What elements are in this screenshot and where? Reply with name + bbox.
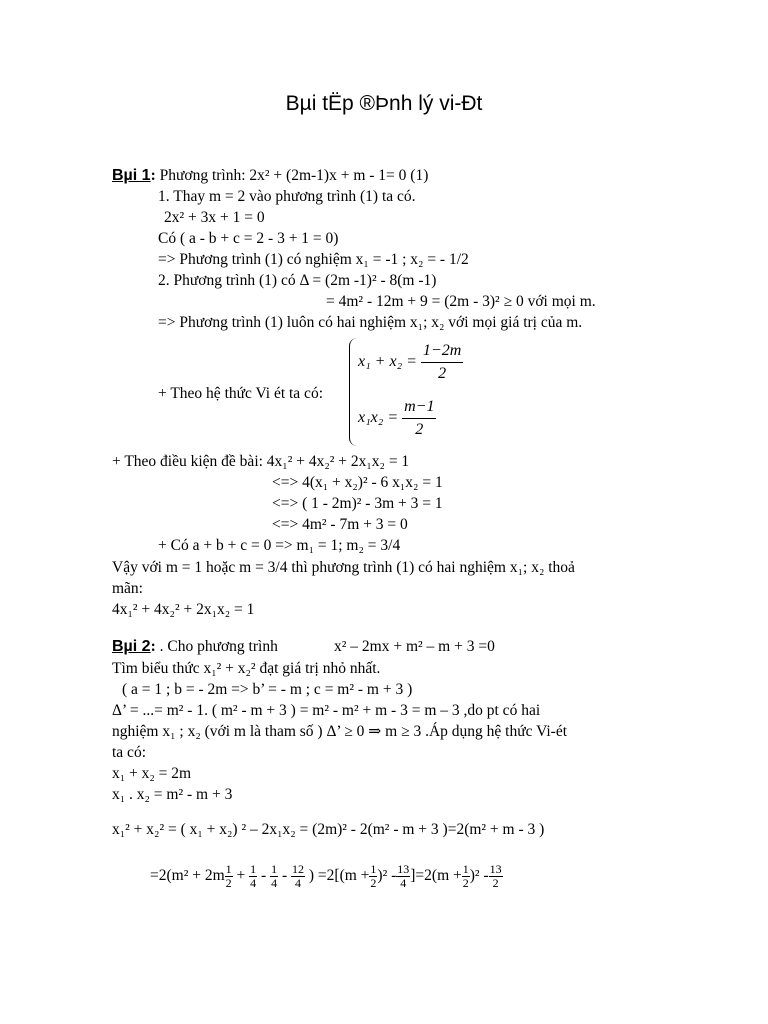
fraction-4-num: 12 — [292, 861, 304, 876]
fraction-5-num: 1 — [370, 861, 377, 876]
step-1-equation: 2x² + 3x + 1 = 0 — [164, 209, 265, 226]
step-2-conclusion: => Phương trình (1) luôn có hai nghiệm x₁; x₂ với mọi giá trị của m. — [158, 314, 583, 331]
vieta-sum-denominator: 2 — [438, 365, 447, 382]
equivalence-2: <=> ( 1 - 2m)² - 3m + 3 = 1 — [272, 495, 443, 512]
conclusion-line-1: Vậy với m = 1 hoặc m = 3/4 thì phương trình (1) có hai nghiệm x₁; x₂ thoả — [112, 559, 575, 576]
conclusion-line-3: 4x₁² + 4x₂² + 2x₁x₂ = 1 — [112, 601, 255, 618]
equivalence-3: <=> 4m² - 7m + 3 = 0 — [272, 516, 408, 533]
conclusion-line-2: mãn: — [112, 580, 143, 597]
exercise-2-task: Tìm biểu thức x₁² + x₂² đạt giá trị nhỏ nhất. — [112, 660, 381, 677]
fraction-1-num: 1 — [225, 861, 232, 876]
vieta-product-lhs: x₁x₂ = — [358, 409, 399, 427]
coefficients: ( a = 1 ; b = - 2m => b’ = - m ; c = m² - m + 3 ) — [122, 681, 413, 698]
fraction-6-num: 13 — [397, 861, 410, 876]
exercise-1-statement — [112, 166, 428, 186]
step-1: 1. Thay m = 2 vào phương trình (1) ta có. — [158, 188, 416, 205]
equivalence-1: <=> 4(x₁ + x₂)² - 6 x₁x₂ = 1 — [272, 474, 443, 491]
fraction-6-den: 4 — [400, 875, 407, 890]
vieta-product — [358, 396, 436, 441]
fraction-1 — [225, 863, 233, 890]
exercise-1-colon: : — [150, 167, 156, 184]
fraction-3-den: 4 — [271, 875, 278, 890]
plus-sign: + — [232, 867, 250, 884]
delta-line-2: nghiệm x₁ ; x₂ (với m là tham số ) Δ’ ≥ 0 ⇒ m ≥ 3 .Áp dụng hệ thức Vi-ét — [112, 723, 568, 740]
minus-sign-2: - — [278, 867, 291, 884]
vieta-product-2: x₁ . x₂ = m² - m + 3 — [112, 786, 233, 803]
expansion: x₁² + x₂² = ( x₁ + x₂) ² – 2x₁x₂ = (2m)² - 2(m² - m + 3 )=2(m² + m - 3 ) — [112, 821, 545, 838]
fraction-2-num: 1 — [250, 861, 257, 876]
fraction-7-den: 2 — [462, 875, 469, 890]
vieta-product-fraction — [402, 396, 436, 441]
vieta-lead: + Theo hệ thức Vi ét ta có: — [158, 385, 323, 402]
exercise-2-label: Bµi 2 — [112, 638, 151, 655]
final-part-e: )² - — [469, 867, 489, 884]
fraction-4-den: 4 — [295, 875, 301, 890]
final-part-c: )² - — [377, 867, 397, 884]
fraction-8-num: 13 — [489, 861, 502, 876]
final-part-b: ) =2[(m + — [305, 867, 370, 884]
fraction-2 — [249, 863, 257, 890]
step-1-check: Có ( a - b + c = 2 - 3 + 1 = 0) — [158, 230, 339, 247]
roots: + Có a + b + c = 0 => m₁ = 1; m₂ = 3/4 — [158, 537, 401, 554]
vieta-product-numerator: m−1 — [402, 396, 436, 419]
fraction-7 — [462, 863, 470, 890]
exercise-1-equation: Phương trình: 2x² + (2m-1)x + m - 1= 0 (1) — [159, 167, 429, 184]
fraction-5-den: 2 — [370, 875, 377, 890]
vieta-sum-numerator: 1−2m — [421, 340, 463, 363]
fraction-2-den: 4 — [250, 875, 257, 890]
page-title: Bµi tËp ®Þnh lý vi-Ðt — [285, 92, 483, 115]
fraction-7-num: 1 — [462, 861, 469, 876]
step-2-discriminant: 2. Phương trình (1) có Δ = (2m -1)² - 8(m -1) — [158, 272, 437, 289]
exercise-2-intro: . Cho phương trình — [159, 638, 278, 655]
fraction-4 — [291, 863, 305, 890]
vieta-sum — [358, 340, 463, 385]
final-part-d: ]=2(m + — [410, 867, 462, 884]
system-brace — [349, 338, 358, 446]
exercise-2-statement — [112, 637, 278, 657]
fraction-6 — [396, 863, 410, 890]
delta-line-3: ta có: — [112, 744, 146, 761]
vieta-sum-fraction — [421, 340, 463, 385]
vieta-sum-2: x₁ + x₂ = 2m — [112, 765, 192, 782]
condition: + Theo điều kiện đề bài: 4x₁² + 4x₂² + 2x₁x₂ = 1 — [112, 453, 410, 470]
exercise-1-label: Bµi 1 — [112, 167, 151, 184]
delta-line-1: Δ’ = ...= m² - 1. ( m² - m + 3 ) = m² - m² + m - 3 = m – 3 ,do pt có hai — [112, 702, 541, 719]
vieta-sum-lhs: x₁ + x₂ = — [358, 353, 417, 371]
step-1-result: => Phương trình (1) có nghiệm x₁ = -1 ; x₂ = - 1/2 — [158, 251, 469, 268]
vieta-product-denominator: 2 — [415, 421, 424, 438]
fraction-8-den: 2 — [492, 875, 499, 890]
final-expression — [150, 862, 503, 890]
minus-sign-1: - — [257, 867, 271, 884]
fraction-3 — [270, 863, 278, 890]
exercise-2-equation: x² – 2mx + m² – m + 3 =0 — [334, 638, 495, 655]
fraction-1-den: 2 — [225, 875, 232, 890]
exercise-2-colon: : — [150, 638, 156, 655]
final-part-a: =2(m² + 2m — [150, 867, 225, 884]
fraction-3-num: 1 — [271, 861, 278, 876]
fraction-8 — [489, 863, 503, 890]
step-2-discriminant-simplified: = 4m² - 12m + 9 = (2m - 3)² ≥ 0 với mọi m. — [326, 293, 596, 310]
